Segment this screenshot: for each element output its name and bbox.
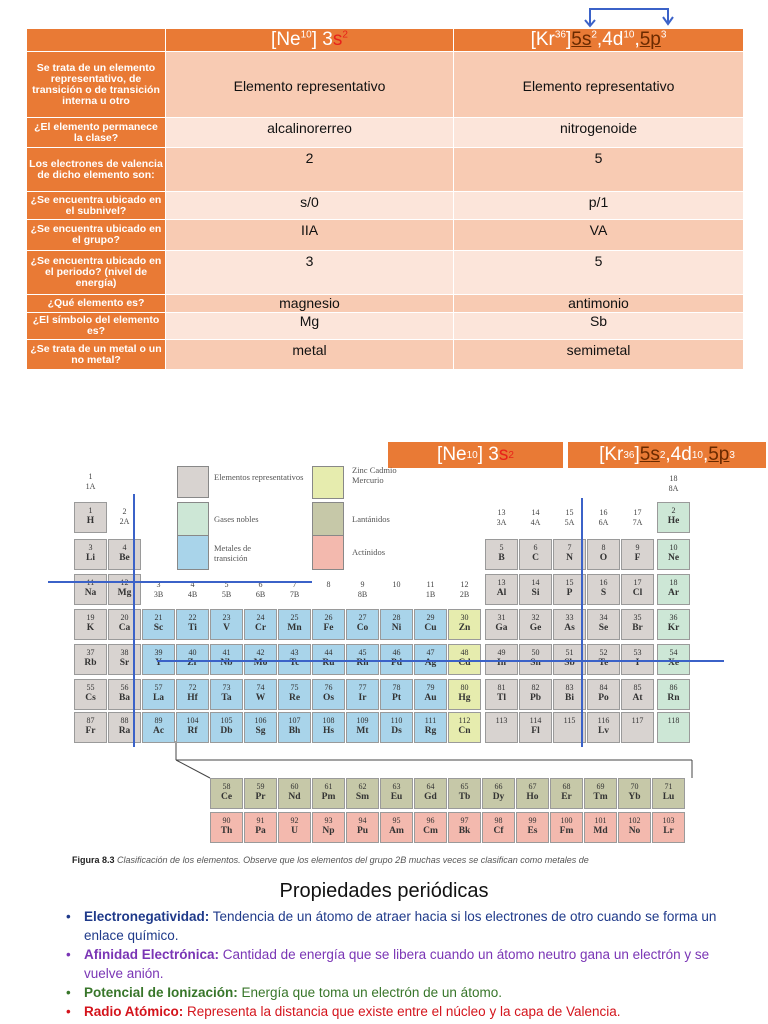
element-cell: 73 Ta xyxy=(210,679,243,710)
element-cell: 105 Db xyxy=(210,712,243,743)
element-cell: 107 Bh xyxy=(278,712,311,743)
config-bar-right: [Kr 36 ] 5 s 2 ,4d 10 , 5 p 3 xyxy=(568,442,766,468)
element-cell: 38 Sr xyxy=(108,644,141,675)
element-cell: 24 Cr xyxy=(244,609,277,640)
group-label: 3 3B xyxy=(153,580,164,599)
element-cell: 10 Ne xyxy=(657,539,690,570)
element-cell: 92 U xyxy=(278,812,311,843)
question-cell: ¿Se encuentra ubicado en el subnivel? xyxy=(27,192,166,220)
group-label: 18 8A xyxy=(668,474,679,493)
element-cell: 33 As xyxy=(553,609,586,640)
element-cell: 86 Rn xyxy=(657,679,690,710)
element-cell: 29 Cu xyxy=(414,609,447,640)
group-label: 6 6B xyxy=(255,580,266,599)
answer-mg: Elemento representativo xyxy=(166,52,454,118)
element-cell: 42 Mo xyxy=(244,644,277,675)
question-cell: ¿El elemento permanece la clase? xyxy=(27,118,166,148)
properties-title: Propiedades periódicas xyxy=(279,880,489,902)
legend-lanthanides-label: Lantánidos xyxy=(352,514,390,524)
answer-mg: IIA xyxy=(166,220,454,251)
element-cell: 4 Be xyxy=(108,539,141,570)
element-cell: 114 Fl xyxy=(519,712,552,743)
element-cell: 11 Na xyxy=(74,574,107,605)
answer-sb: 5 xyxy=(454,251,744,295)
element-cell: 99 Es xyxy=(516,812,549,843)
element-cell: 106 Sg xyxy=(244,712,277,743)
element-cell: 14 Si xyxy=(519,574,552,605)
element-cell: 17 Cl xyxy=(621,574,654,605)
element-cell: 84 Po xyxy=(587,679,620,710)
question-cell: Se trata de un elemento representativo, de transición o de transición interna u otro xyxy=(27,52,166,118)
group-label: 13 3A xyxy=(496,508,507,527)
element-cell: 49 In xyxy=(485,644,518,675)
group-label: 8 xyxy=(326,580,331,589)
answer-mg: metal xyxy=(166,340,454,370)
element-cell: 28 Ni xyxy=(380,609,413,640)
answer-sb: semimetal xyxy=(454,340,744,370)
element-cell: 74 W xyxy=(244,679,277,710)
element-cell: 50 Sn xyxy=(519,644,552,675)
element-cell: 57 La xyxy=(142,679,175,710)
element-cell: 31 Ga xyxy=(485,609,518,640)
element-cell: 67 Ho xyxy=(516,778,549,809)
question-cell: ¿El símbolo del elemento es? xyxy=(27,313,166,340)
element-cell: 89 Ac xyxy=(142,712,175,743)
element-cell: 22 Ti xyxy=(176,609,209,640)
element-cell: 3 Li xyxy=(74,539,107,570)
config-header-right: $[Kr^{36}]5s^2,4d^{10},5p^3$ xyxy=(454,29,744,52)
element-cell: 77 Ir xyxy=(346,679,379,710)
element-cell: 115 xyxy=(553,712,586,743)
answer-sb: p/1 xyxy=(454,192,744,220)
group-label: 4 4B xyxy=(187,580,198,599)
element-cell: 15 P xyxy=(553,574,586,605)
element-cell: 37 Rb xyxy=(74,644,107,675)
legend-noble-label: Gases nobles xyxy=(214,514,259,524)
element-cell: 80 Hg xyxy=(448,679,481,710)
element-cell: 91 Pa xyxy=(244,812,277,843)
figure-caption: Figura 8.3 Clasificación de los elementos. Observe que los elementos del grupo 2B muchas veces se clasifican como metales de xyxy=(72,855,589,865)
answer-sb: 5 xyxy=(454,148,744,192)
legend-transition-label: Metales de transición xyxy=(214,543,252,563)
group-label: 5 5B xyxy=(221,580,232,599)
question-cell: Los electrones de valencia de dicho elemento son: xyxy=(27,148,166,192)
question-cell: ¿Se encuentra ubicado en el grupo? xyxy=(27,220,166,251)
element-cell: 118 xyxy=(657,712,690,743)
list-item: • Radio Atómico: Representa la distancia que existe entre el núcleo y la capa de Valencia. xyxy=(62,1002,722,1021)
element-cell: 16 S xyxy=(587,574,620,605)
answer-mg: Mg xyxy=(166,313,454,340)
question-cell: ¿Qué elemento es? xyxy=(27,295,166,313)
element-cell: 51 Sb xyxy=(553,644,586,675)
list-item: • Afinidad Electrónica: Cantidad de energía que se libera cuando un átomo neutro gana un electrón y se vuelve anión. xyxy=(62,945,722,983)
list-item: • Potencial de Ionización: Energía que toma un electrón de un átomo. xyxy=(62,983,722,1002)
group-label: 12 2B xyxy=(459,580,470,599)
element-cell: 45 Rh xyxy=(346,644,379,675)
element-cell: 111 Rg xyxy=(414,712,447,743)
answer-mg: magnesio xyxy=(166,295,454,313)
element-cell: 62 Sm xyxy=(346,778,379,809)
element-cell: 60 Nd xyxy=(278,778,311,809)
legend-representative-label: Elementos representativos xyxy=(214,472,304,482)
element-cell: 108 Hs xyxy=(312,712,345,743)
element-cell: 59 Pr xyxy=(244,778,277,809)
element-cell: 56 Ba xyxy=(108,679,141,710)
answer-mg: alcalinorerreo xyxy=(166,118,454,148)
group-label: 9 8B xyxy=(357,580,368,599)
properties-list xyxy=(62,907,722,1021)
element-cell: 116 Lv xyxy=(587,712,620,743)
element-cell: 41 Nb xyxy=(210,644,243,675)
group-label: 10 xyxy=(392,580,401,589)
element-cell: 1 H xyxy=(74,502,107,533)
element-cell: 81 Tl xyxy=(485,679,518,710)
element-cell: 53 I xyxy=(621,644,654,675)
element-cell: 72 Hf xyxy=(176,679,209,710)
element-cell: 5 B xyxy=(485,539,518,570)
element-cell: 69 Tm xyxy=(584,778,617,809)
element-cell: 87 Fr xyxy=(74,712,107,743)
element-cell: 75 Re xyxy=(278,679,311,710)
answer-mg: 3 xyxy=(166,251,454,295)
element-cell: 9 F xyxy=(621,539,654,570)
element-cell: 83 Bi xyxy=(553,679,586,710)
element-cell: 88 Ra xyxy=(108,712,141,743)
answer-sb: Sb xyxy=(454,313,744,340)
element-cell: 85 At xyxy=(621,679,654,710)
element-cell: 66 Dy xyxy=(482,778,515,809)
element-cell: 98 Cf xyxy=(482,812,515,843)
element-cell: 79 Au xyxy=(414,679,447,710)
group-label: 17 7A xyxy=(632,508,643,527)
element-cell: 97 Bk xyxy=(448,812,481,843)
element-cell: 78 Pt xyxy=(380,679,413,710)
element-cell: 96 Cm xyxy=(414,812,447,843)
answer-mg: s/0 xyxy=(166,192,454,220)
question-cell: ¿Se trata de un metal o un no metal? xyxy=(27,340,166,370)
config-header-left: [Ne$^{10}$] $3s^2$ xyxy=(166,29,454,52)
group-label: 11 1B xyxy=(425,580,436,599)
legend-actinides-label: Actínidos xyxy=(352,547,386,557)
element-cell: 26 Fe xyxy=(312,609,345,640)
element-cell: 52 Te xyxy=(587,644,620,675)
element-cell: 65 Tb xyxy=(448,778,481,809)
element-cell: 27 Co xyxy=(346,609,379,640)
element-cell: 100 Fm xyxy=(550,812,583,843)
element-cell: 71 Lu xyxy=(652,778,685,809)
element-cell: 109 Mt xyxy=(346,712,379,743)
element-cell: 39 Y xyxy=(142,644,175,675)
element-cell: 36 Kr xyxy=(657,609,690,640)
element-cell: 102 No xyxy=(618,812,651,843)
element-cell: 2 He xyxy=(657,502,690,533)
element-cell: 55 Cs xyxy=(74,679,107,710)
element-cell: 103 Lr xyxy=(652,812,685,843)
element-cell: 93 Np xyxy=(312,812,345,843)
element-cell: 113 xyxy=(485,712,518,743)
element-cell: 112 Cn xyxy=(448,712,481,743)
element-cell: 110 Ds xyxy=(380,712,413,743)
group-label: 7 7B xyxy=(289,580,300,599)
element-cell: 46 Pd xyxy=(380,644,413,675)
element-cell: 18 Ar xyxy=(657,574,690,605)
answer-sb: VA xyxy=(454,220,744,251)
element-cell: 68 Er xyxy=(550,778,583,809)
question-cell: ¿Se encuentra ubicado en el periodo? (nivel de energía) xyxy=(27,251,166,295)
element-cell: 47 Ag xyxy=(414,644,447,675)
element-cell: 25 Mn xyxy=(278,609,311,640)
answer-mg: 2 xyxy=(166,148,454,192)
group-label: 14 4A xyxy=(530,508,541,527)
element-cell: 64 Gd xyxy=(414,778,447,809)
element-cell: 23 V xyxy=(210,609,243,640)
element-cell: 54 Xe xyxy=(657,644,690,675)
element-cell: 48 Cd xyxy=(448,644,481,675)
config-bar-left: [Ne 10 ] 3 s 2 xyxy=(388,442,563,468)
answer-sb: antimonio xyxy=(454,295,744,313)
element-cell: 94 Pu xyxy=(346,812,379,843)
element-cell: 20 Ca xyxy=(108,609,141,640)
element-cell: 32 Ge xyxy=(519,609,552,640)
element-cell: 90 Th xyxy=(210,812,243,843)
element-cell: 13 Al xyxy=(485,574,518,605)
element-cell: 19 K xyxy=(74,609,107,640)
element-cell: 76 Os xyxy=(312,679,345,710)
answer-sb: nitrogenoide xyxy=(454,118,744,148)
list-item: • Electronegatividad: Tendencia de un átomo de atraer hacia si los electrones de otro cuando se forma un enlace químico. xyxy=(62,907,722,945)
answer-sb: Elemento representativo xyxy=(454,52,744,118)
element-cell: 70 Yb xyxy=(618,778,651,809)
group-label: 2 2A xyxy=(119,507,130,526)
legend-zinc-label: Zinc Cadmio Mercurio xyxy=(352,465,397,485)
element-cell: 34 Se xyxy=(587,609,620,640)
element-cell: 61 Pm xyxy=(312,778,345,809)
element-cell: 8 O xyxy=(587,539,620,570)
element-cell: 82 Pb xyxy=(519,679,552,710)
group-label: 1 1A xyxy=(85,472,96,491)
group-label: 16 6A xyxy=(598,508,609,527)
element-cell: 44 Ru xyxy=(312,644,345,675)
element-cell: 43 Tc xyxy=(278,644,311,675)
element-cell: 58 Ce xyxy=(210,778,243,809)
element-cell: 21 Sc xyxy=(142,609,175,640)
element-cell: 104 Rf xyxy=(176,712,209,743)
group-label: 15 5A xyxy=(564,508,575,527)
element-cell: 95 Am xyxy=(380,812,413,843)
element-cell: 7 N xyxy=(553,539,586,570)
element-cell: 30 Zn xyxy=(448,609,481,640)
element-cell: 6 C xyxy=(519,539,552,570)
element-cell: 117 xyxy=(621,712,654,743)
element-cell: 12 Mg xyxy=(108,574,141,605)
element-cell: 40 Zr xyxy=(176,644,209,675)
element-cell: 63 Eu xyxy=(380,778,413,809)
element-cell: 35 Br xyxy=(621,609,654,640)
element-cell: 101 Md xyxy=(584,812,617,843)
